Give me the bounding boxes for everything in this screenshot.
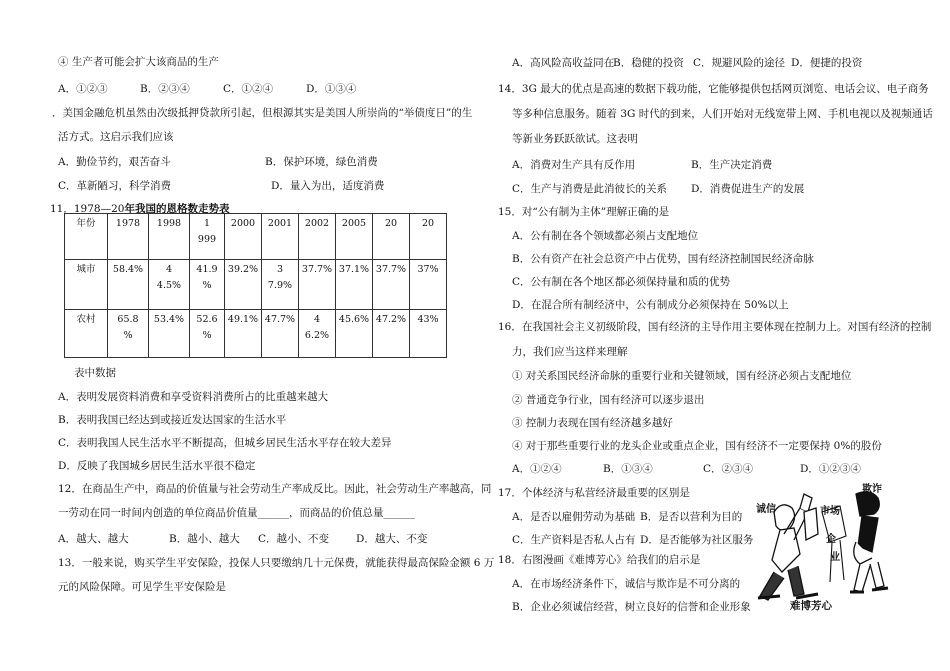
table-cell: 47.2% <box>373 310 410 358</box>
q16-item-1: ① 对关系国民经济命脉的重要行业和关键领域，国有经济必须占支配地位 <box>512 370 852 382</box>
q14-stem-1: 14．3G 最大的优点是高速的数据下载功能，它能够提供包括网页浏览、电话会议、电子商务 <box>498 83 929 95</box>
q15-option-b: B．公有资产在社会总资产中占优势，国有经济控制国民经济命脉 <box>512 253 814 265</box>
q16-option-a: A．①②④ <box>512 463 562 475</box>
comic-label-enterprise-1: 企 <box>826 534 836 545</box>
table-cell: 37.7% <box>299 260 336 310</box>
table-row <box>65 214 447 260</box>
q17-option-b: B．是否以营利为目的 <box>640 511 743 523</box>
q18-option-b: B．企业必须诚信经营，树立良好的信誉和企业形象 <box>512 601 751 613</box>
table-cell: 3 7.9% <box>262 260 299 310</box>
q12-stem-2: 一劳动在同一时间内创造的单位商品价值量______，而商品的价值总量______ <box>58 507 415 519</box>
q16-item-2: ② 普通竞争行业，国有经济可以逐步退出 <box>512 394 705 406</box>
table-cell: 2001 <box>262 214 299 260</box>
q11-title-text: 年我国的恩格数走势表 <box>124 203 230 215</box>
comic-illustration <box>744 472 894 614</box>
q16-item-3: ③ 控制力表现在国有经济越多越好 <box>512 417 673 429</box>
q10-option-a: A．①②③ <box>58 83 108 95</box>
table-cell: 49.1% <box>225 310 262 358</box>
table-cell: 城市 <box>65 260 108 310</box>
table-cell: 年份 <box>65 214 108 260</box>
debt-option-b: B．保护环境，绿色消费 <box>265 156 378 168</box>
table-cell: 2002 <box>299 214 336 260</box>
q13-stem-1: 13．一般来说，购买学生平安保险，投保人只要缴纳几十元保费，就能获得最高保险金额 6 万 <box>58 557 495 569</box>
table-cell: 20 <box>410 214 447 260</box>
table-cell: 1 999 <box>190 214 225 260</box>
debt-option-d: D．量入为出，适度消费 <box>271 180 385 192</box>
q17-option-a: A．是否以雇佣劳动为基础 <box>512 511 636 523</box>
q10-option-c: C．①②④ <box>223 83 274 95</box>
table-cell: 45.6% <box>336 310 373 358</box>
q16-item-4: ④ 对于那些重要行业的龙头企业或重点企业，国有经济不一定要保持 0%的股份 <box>512 440 882 452</box>
q15-stem: 15．对“公有制为主体”理解正确的是 <box>498 206 670 218</box>
q17-option-c: C．生产资料是否私人占有 <box>512 534 636 546</box>
table-cell: 1998 <box>149 214 190 260</box>
table-cell: 43% <box>410 310 447 358</box>
q16-option-c: C．②③④ <box>703 463 754 475</box>
q18-stem: 18．右图漫画《难博芳心》给我们的启示是 <box>498 554 701 566</box>
table-cell: 53.4% <box>149 310 190 358</box>
q14-stem-3: 等新业务跃跃欲试。这表明 <box>512 133 638 145</box>
table-row <box>65 310 447 358</box>
q12-option-d: D．越大、不变 <box>356 533 428 545</box>
table-cell: 52.6 % <box>190 310 225 358</box>
q14-option-d: D．消费促进生产的发展 <box>691 183 805 195</box>
q15-option-c: C．公有制在各个地区都必须保持量和质的优势 <box>512 276 731 288</box>
q13-option-d: D．便捷的投资 <box>791 57 863 69</box>
table-cell: 47.7% <box>262 310 299 358</box>
comic-label-enterprise-2: 业 <box>830 552 840 563</box>
table-cell: 37.1% <box>336 260 373 310</box>
q17-option-d: D．是否能够为社区服务 <box>640 534 754 546</box>
comic-label-honesty: 诚信 <box>756 504 776 515</box>
q13-option-a: A．高风险高收益同在 <box>512 57 615 69</box>
table-cell: 2000 <box>225 214 262 260</box>
table-cell: 37.7% <box>373 260 410 310</box>
q14-stem-2: 等多种信息服务。随着 3G 时代的到来，人们开始对无线宽带上网、手机电视以及视频通话 <box>512 108 933 120</box>
q14-option-c: C．生产与消费是此消彼长的关系 <box>512 183 668 195</box>
debt-option-c: C．革新陋习，科学消费 <box>58 180 172 192</box>
q16-option-b: B．①③④ <box>603 463 653 475</box>
engel-table <box>64 213 447 358</box>
q17-stem: 17．个体经济与私营经济最重要的区别是 <box>498 487 690 499</box>
comic-label-fraud: 欺诈 <box>862 484 882 495</box>
table-row <box>65 260 447 310</box>
table-cell: 农村 <box>65 310 108 358</box>
table-cell: 4 6.2% <box>299 310 336 358</box>
q16-stem-2: 力，我们应当这样来理解 <box>512 346 628 358</box>
table-cell: 39.2% <box>225 260 262 310</box>
q15-option-d: D．在混合所有制经济中，公有制成分必须保持在 50%以上 <box>512 299 789 311</box>
q10-item-4: ④ 生产者可能会扩大该商品的生产 <box>58 56 219 68</box>
q13-option-c: C．规避风险的途径 <box>693 57 786 69</box>
q10-option-b: B．②③④ <box>140 83 190 95</box>
table-cell: 65.8 % <box>108 310 149 358</box>
comic-caption: 难博芳心 <box>790 600 832 612</box>
table-cell: 41.9 % <box>190 260 225 310</box>
q12-stem-1: 12．在商品生产中，商品的价值量与社会劳动生产率成反比。因此，社会劳动生产率越高，同 <box>58 483 492 495</box>
q11-option-b: B．表明我国已经达到或接近发达国家的生活水平 <box>58 414 287 426</box>
table-cell: 1978 <box>108 214 149 260</box>
q12-option-c: C．越小、不变 <box>258 533 330 545</box>
q13-option-b: B．稳健的投资 <box>613 57 684 69</box>
table-cell: 37% <box>410 260 447 310</box>
debt-question-stem-2: 活方式。这启示我们应该 <box>58 131 174 143</box>
q10-option-d: D．①③④ <box>306 83 357 95</box>
q11-table-note: 表中数据 <box>74 367 116 379</box>
q13-stem-2: 元的风险保障。可见学生平安保险是 <box>58 581 226 593</box>
q14-option-b: B．生产决定消费 <box>691 159 773 171</box>
table-cell: 4 4.5% <box>149 260 190 310</box>
q16-option-d: D．①②③④ <box>800 463 861 475</box>
q18-option-a: A．在市场经济条件下，诚信与欺诈是不可分离的 <box>512 578 741 590</box>
q12-option-a: A．越大、越大 <box>58 533 129 545</box>
q11-title-number: 11．1978—20 <box>50 203 125 215</box>
q11-option-c: C．表明我国人民生活水平不断提高，但城乡居民生活水平存在较大差异 <box>58 437 392 449</box>
q11-option-d: D．反映了我国城乡居民生活水平很不稳定 <box>58 460 256 472</box>
q16-stem-1: 16．在我国社会主义初级阶段，国有经济的主导作用主要体现在控制力上。对国有经济的控制 <box>498 321 932 333</box>
table-cell: 58.4% <box>108 260 149 310</box>
comic-label-market: 市场 <box>820 506 840 517</box>
q11-option-a: A．表明发展资料消费和享受资料消费所占的比重越来越大 <box>58 391 329 403</box>
q12-option-b: B．越小、越大 <box>169 533 240 545</box>
q15-option-a: A．公有制在各个领域都必须占支配地位 <box>512 230 699 242</box>
q14-option-a: A．消费对生产具有反作用 <box>512 159 636 171</box>
table-cell: 20 <box>373 214 410 260</box>
table-cell: 2005 <box>336 214 373 260</box>
debt-question-stem-1: ．美国金融危机虽然由次级抵押贷款所引起，但根源其实是美国人所崇尚的“举债度日”的生 <box>52 107 473 119</box>
debt-option-a: A．勤俭节约，艰苦奋斗 <box>58 156 171 168</box>
